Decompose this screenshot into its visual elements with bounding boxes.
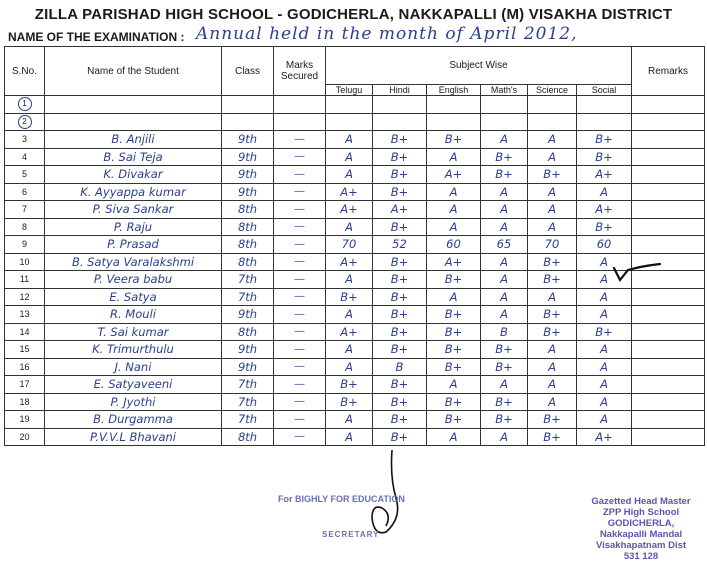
grade-telugu bbox=[326, 113, 373, 131]
grade-hindi: B+ bbox=[373, 323, 427, 341]
grade-science: A bbox=[528, 148, 577, 166]
grade-social: B+ bbox=[577, 218, 632, 236]
col-subject: Science bbox=[528, 85, 577, 96]
student-class: 9th bbox=[222, 166, 274, 184]
col-marks: Marks Secured bbox=[274, 47, 326, 96]
row-sno: 8 bbox=[5, 218, 45, 236]
row-remarks bbox=[632, 113, 705, 131]
student-name: B. Sai Teja bbox=[45, 148, 222, 166]
grade-telugu: A+ bbox=[326, 323, 373, 341]
grade-science: 70 bbox=[528, 236, 577, 254]
table-row bbox=[5, 376, 705, 394]
row-sno: 11 bbox=[5, 271, 45, 289]
row-remarks bbox=[632, 96, 705, 114]
marks-secured: — bbox=[274, 288, 326, 306]
grade-telugu: A bbox=[326, 306, 373, 324]
grade-science: A bbox=[528, 341, 577, 359]
marks-secured: — bbox=[274, 323, 326, 341]
grade-hindi: B+ bbox=[373, 148, 427, 166]
grade-hindi: B+ bbox=[373, 428, 427, 446]
student-class: 8th bbox=[222, 201, 274, 219]
student-class: 9th bbox=[222, 131, 274, 149]
student-name: P. Veera babu bbox=[45, 271, 222, 289]
row-sno: 12 bbox=[5, 288, 45, 306]
row-remarks bbox=[632, 411, 705, 429]
grade-maths: B+ bbox=[481, 166, 528, 184]
table-row bbox=[5, 306, 705, 324]
row-remarks bbox=[632, 288, 705, 306]
grade-hindi bbox=[373, 96, 427, 114]
grade-english: A+ bbox=[427, 166, 481, 184]
table-row bbox=[5, 201, 705, 219]
row-sno: 17 bbox=[5, 376, 45, 394]
stamp-line: Visakhapatnam Dist bbox=[595, 540, 687, 551]
student-class: 8th bbox=[222, 323, 274, 341]
grade-hindi: B+ bbox=[373, 131, 427, 149]
grade-telugu: A+ bbox=[326, 201, 373, 219]
grade-social: A bbox=[577, 393, 632, 411]
grade-social: A bbox=[577, 271, 632, 289]
grade-social: A bbox=[577, 183, 632, 201]
marks-secured: — bbox=[274, 428, 326, 446]
grade-telugu: A bbox=[326, 428, 373, 446]
grade-hindi: B+ bbox=[373, 253, 427, 271]
marks-secured: — bbox=[274, 201, 326, 219]
grade-telugu: A bbox=[326, 358, 373, 376]
marks-secured: — bbox=[274, 166, 326, 184]
grade-english: A bbox=[427, 218, 481, 236]
stamp-left-line1: For BIGHLY FOR EDUCATION bbox=[278, 494, 405, 504]
grade-science: B+ bbox=[528, 253, 577, 271]
table-row bbox=[5, 113, 705, 131]
grade-hindi: 52 bbox=[373, 236, 427, 254]
student-name: P. Raju bbox=[45, 218, 222, 236]
student-class: 9th bbox=[222, 358, 274, 376]
grade-maths bbox=[481, 113, 528, 131]
student-name: P. Prasad bbox=[45, 236, 222, 254]
grade-maths: A bbox=[481, 428, 528, 446]
grade-english: A bbox=[427, 376, 481, 394]
grade-social bbox=[577, 96, 632, 114]
grade-hindi: B+ bbox=[373, 288, 427, 306]
student-class: 8th bbox=[222, 428, 274, 446]
row-sno: 6 bbox=[5, 183, 45, 201]
grade-telugu: B+ bbox=[326, 376, 373, 394]
row-sno: 15 bbox=[5, 341, 45, 359]
grade-hindi: B+ bbox=[373, 271, 427, 289]
row-sno: 13 bbox=[5, 306, 45, 324]
grade-social: 60 bbox=[577, 236, 632, 254]
row-remarks bbox=[632, 323, 705, 341]
row-sno bbox=[5, 113, 45, 131]
stamp-line: Gazetted Head Master bbox=[591, 496, 691, 507]
grade-science: B+ bbox=[528, 428, 577, 446]
grade-maths: B+ bbox=[481, 341, 528, 359]
row-remarks bbox=[632, 341, 705, 359]
grade-maths: A bbox=[481, 218, 528, 236]
grade-science: B+ bbox=[528, 271, 577, 289]
table-row bbox=[5, 96, 705, 114]
grade-hindi: B+ bbox=[373, 218, 427, 236]
marks-secured bbox=[274, 113, 326, 131]
grade-maths: A bbox=[481, 271, 528, 289]
marks-secured: — bbox=[274, 218, 326, 236]
student-class bbox=[222, 113, 274, 131]
grade-telugu: A+ bbox=[326, 183, 373, 201]
row-sno: 19 bbox=[5, 411, 45, 429]
grade-hindi: A+ bbox=[373, 201, 427, 219]
row-sno: 18 bbox=[5, 393, 45, 411]
student-name: P. Jyothi bbox=[45, 393, 222, 411]
grade-social: A bbox=[577, 358, 632, 376]
grade-science: B+ bbox=[528, 306, 577, 324]
student-name: J. Nani bbox=[45, 358, 222, 376]
row-sno: 5 bbox=[5, 166, 45, 184]
student-name: B. Anjili bbox=[45, 131, 222, 149]
row-sno: 7 bbox=[5, 201, 45, 219]
row-remarks bbox=[632, 166, 705, 184]
grade-hindi: B bbox=[373, 358, 427, 376]
grade-maths: A bbox=[481, 131, 528, 149]
table-row bbox=[5, 411, 705, 429]
exam-value: Annual held in the month of April 2012, bbox=[196, 24, 578, 44]
grade-maths bbox=[481, 96, 528, 114]
grade-social: A bbox=[577, 341, 632, 359]
grade-science: A bbox=[528, 218, 577, 236]
grade-social: B+ bbox=[577, 148, 632, 166]
student-name: T. Sai kumar bbox=[45, 323, 222, 341]
grade-social: A+ bbox=[577, 166, 632, 184]
row-sno: 4 bbox=[5, 148, 45, 166]
grade-science: B+ bbox=[528, 411, 577, 429]
student-name: B. Satya Varalakshmi bbox=[45, 253, 222, 271]
grade-telugu: A bbox=[326, 341, 373, 359]
table-row bbox=[5, 183, 705, 201]
student-name: P.V.V.L Bhavani bbox=[45, 428, 222, 446]
grade-social: B+ bbox=[577, 323, 632, 341]
grade-maths: A bbox=[481, 288, 528, 306]
student-class bbox=[222, 96, 274, 114]
col-sno: S.No. bbox=[5, 47, 45, 96]
table-row bbox=[5, 218, 705, 236]
table-row bbox=[5, 358, 705, 376]
grade-telugu: 70 bbox=[326, 236, 373, 254]
row-remarks bbox=[632, 236, 705, 254]
grade-telugu: A bbox=[326, 271, 373, 289]
stamp-line: 531 128 bbox=[623, 551, 659, 562]
grade-social: A+ bbox=[577, 428, 632, 446]
marks-secured: — bbox=[274, 271, 326, 289]
table-row bbox=[5, 341, 705, 359]
student-class: 9th bbox=[222, 306, 274, 324]
circled-number: 1 bbox=[18, 97, 32, 111]
exam-label: NAME OF THE EXAMINATION : bbox=[8, 30, 185, 44]
grade-hindi: B+ bbox=[373, 411, 427, 429]
grade-science bbox=[528, 96, 577, 114]
student-name: K. Divakar bbox=[45, 166, 222, 184]
grade-telugu: A+ bbox=[326, 253, 373, 271]
grade-maths: B+ bbox=[481, 393, 528, 411]
marks-secured: — bbox=[274, 341, 326, 359]
grade-social: A bbox=[577, 411, 632, 429]
grade-english bbox=[427, 113, 481, 131]
grade-science: B+ bbox=[528, 166, 577, 184]
marks-secured: — bbox=[274, 236, 326, 254]
row-remarks bbox=[632, 393, 705, 411]
grade-hindi bbox=[373, 113, 427, 131]
grade-english: B+ bbox=[427, 131, 481, 149]
grade-science bbox=[528, 113, 577, 131]
grade-english: A bbox=[427, 201, 481, 219]
student-name: E. Satyaveeni bbox=[45, 376, 222, 394]
grade-science: A bbox=[528, 201, 577, 219]
grade-social: A+ bbox=[577, 201, 632, 219]
student-name: R. Mouli bbox=[45, 306, 222, 324]
grade-social: A bbox=[577, 288, 632, 306]
grade-maths: A bbox=[481, 253, 528, 271]
grade-english: A bbox=[427, 148, 481, 166]
row-sno: 14 bbox=[5, 323, 45, 341]
grade-english: A bbox=[427, 428, 481, 446]
student-name: P. Siva Sankar bbox=[45, 201, 222, 219]
grade-maths: B+ bbox=[481, 411, 528, 429]
marks-secured: — bbox=[274, 376, 326, 394]
row-remarks bbox=[632, 306, 705, 324]
student-class: 7th bbox=[222, 271, 274, 289]
row-sno: 9 bbox=[5, 236, 45, 254]
grade-science: A bbox=[528, 393, 577, 411]
student-class: 9th bbox=[222, 341, 274, 359]
student-class: 7th bbox=[222, 376, 274, 394]
table-row bbox=[5, 131, 705, 149]
grade-telugu: B+ bbox=[326, 288, 373, 306]
table-row bbox=[5, 253, 705, 271]
stamp-left bbox=[272, 490, 442, 550]
grade-maths: B bbox=[481, 323, 528, 341]
grade-social: A bbox=[577, 376, 632, 394]
row-remarks bbox=[632, 376, 705, 394]
row-remarks bbox=[632, 201, 705, 219]
grade-english: B+ bbox=[427, 393, 481, 411]
row-remarks bbox=[632, 218, 705, 236]
circled-number: 2 bbox=[18, 115, 32, 129]
table-row bbox=[5, 271, 705, 289]
grade-english: B+ bbox=[427, 306, 481, 324]
col-subject: English bbox=[427, 85, 481, 96]
grade-maths: 65 bbox=[481, 236, 528, 254]
col-remarks: Remarks bbox=[632, 47, 705, 96]
marks-secured: — bbox=[274, 131, 326, 149]
student-name bbox=[45, 113, 222, 131]
grade-science: A bbox=[528, 376, 577, 394]
row-remarks bbox=[632, 131, 705, 149]
row-sno: 3 bbox=[5, 131, 45, 149]
col-subject-wise: Subject Wise bbox=[326, 47, 632, 85]
grade-maths: A bbox=[481, 306, 528, 324]
stamp-line: Nakkapalli Mandal bbox=[599, 529, 683, 540]
grade-science: A bbox=[528, 358, 577, 376]
grade-maths: B+ bbox=[481, 358, 528, 376]
student-class: 9th bbox=[222, 183, 274, 201]
student-name: K. Trimurthulu bbox=[45, 341, 222, 359]
grade-telugu: A bbox=[326, 131, 373, 149]
student-class: 8th bbox=[222, 253, 274, 271]
student-name: K. Ayyappa kumar bbox=[45, 183, 222, 201]
grade-social bbox=[577, 113, 632, 131]
grade-hindi: B+ bbox=[373, 393, 427, 411]
col-class: Class bbox=[222, 47, 274, 96]
tick-mark bbox=[612, 260, 664, 284]
row-remarks bbox=[632, 358, 705, 376]
school-header: ZILLA PARISHAD HIGH SCHOOL - GODICHERLA, NAKKAPALLI (M) VISAKHA DISTRICT bbox=[34, 6, 673, 23]
student-class: 8th bbox=[222, 236, 274, 254]
grade-science: A bbox=[528, 131, 577, 149]
stamp-left-line2: SECRETARY bbox=[322, 530, 380, 539]
table-row bbox=[5, 148, 705, 166]
grade-hindi: B+ bbox=[373, 306, 427, 324]
grade-english: B+ bbox=[427, 411, 481, 429]
marks-secured: — bbox=[274, 253, 326, 271]
table-row bbox=[5, 323, 705, 341]
grade-english: A bbox=[427, 288, 481, 306]
grade-science: A bbox=[528, 183, 577, 201]
marks-secured: — bbox=[274, 306, 326, 324]
grade-telugu: A bbox=[326, 148, 373, 166]
col-subject: Social bbox=[577, 85, 632, 96]
row-sno: 10 bbox=[5, 253, 45, 271]
table-row bbox=[5, 393, 705, 411]
grade-social: A bbox=[577, 253, 632, 271]
marks-secured bbox=[274, 96, 326, 114]
grade-social: B+ bbox=[577, 131, 632, 149]
student-name: B. Durgamma bbox=[45, 411, 222, 429]
grade-english: B+ bbox=[427, 271, 481, 289]
grade-english: B+ bbox=[427, 323, 481, 341]
grade-hindi: B+ bbox=[373, 376, 427, 394]
student-class: 8th bbox=[222, 218, 274, 236]
row-sno bbox=[5, 96, 45, 114]
student-name: E. Satya bbox=[45, 288, 222, 306]
row-remarks bbox=[632, 183, 705, 201]
row-sno: 16 bbox=[5, 358, 45, 376]
grade-telugu bbox=[326, 96, 373, 114]
marks-secured: — bbox=[274, 411, 326, 429]
grade-maths: A bbox=[481, 376, 528, 394]
grade-hindi: B+ bbox=[373, 183, 427, 201]
table-row bbox=[5, 236, 705, 254]
grade-telugu: A bbox=[326, 218, 373, 236]
grade-science: B+ bbox=[528, 323, 577, 341]
grade-english: A bbox=[427, 183, 481, 201]
grade-maths: A bbox=[481, 183, 528, 201]
marks-table bbox=[4, 46, 705, 446]
row-remarks bbox=[632, 428, 705, 446]
grade-maths: A bbox=[481, 201, 528, 219]
col-name: Name of the Student bbox=[45, 47, 222, 96]
col-subject: Math's bbox=[481, 85, 528, 96]
row-remarks bbox=[632, 148, 705, 166]
stamp-line: GODICHERLA, bbox=[607, 518, 675, 529]
grade-science: A bbox=[528, 288, 577, 306]
grade-english bbox=[427, 96, 481, 114]
table-row bbox=[5, 428, 705, 446]
student-class: 7th bbox=[222, 393, 274, 411]
table-row bbox=[5, 288, 705, 306]
grade-english: A+ bbox=[427, 253, 481, 271]
student-name bbox=[45, 96, 222, 114]
exam-name-row bbox=[8, 24, 698, 48]
table-row bbox=[5, 166, 705, 184]
marks-secured: — bbox=[274, 148, 326, 166]
row-sno: 20 bbox=[5, 428, 45, 446]
grade-hindi: B+ bbox=[373, 166, 427, 184]
marks-secured: — bbox=[274, 393, 326, 411]
grade-telugu: B+ bbox=[326, 393, 373, 411]
col-subject: Telugu bbox=[326, 85, 373, 96]
grade-english: B+ bbox=[427, 358, 481, 376]
grade-hindi: B+ bbox=[373, 341, 427, 359]
grade-telugu: A bbox=[326, 166, 373, 184]
col-subject: Hindi bbox=[373, 85, 427, 96]
grade-social: A bbox=[577, 306, 632, 324]
student-class: 7th bbox=[222, 288, 274, 306]
grade-english: 60 bbox=[427, 236, 481, 254]
grade-maths: B+ bbox=[481, 148, 528, 166]
student-class: 9th bbox=[222, 148, 274, 166]
grade-english: B+ bbox=[427, 341, 481, 359]
student-class: 7th bbox=[222, 411, 274, 429]
grade-telugu: A bbox=[326, 411, 373, 429]
marks-secured: — bbox=[274, 183, 326, 201]
stamp-line: ZPP High School bbox=[602, 507, 680, 518]
marks-secured: — bbox=[274, 358, 326, 376]
headmaster-stamp bbox=[578, 496, 704, 566]
